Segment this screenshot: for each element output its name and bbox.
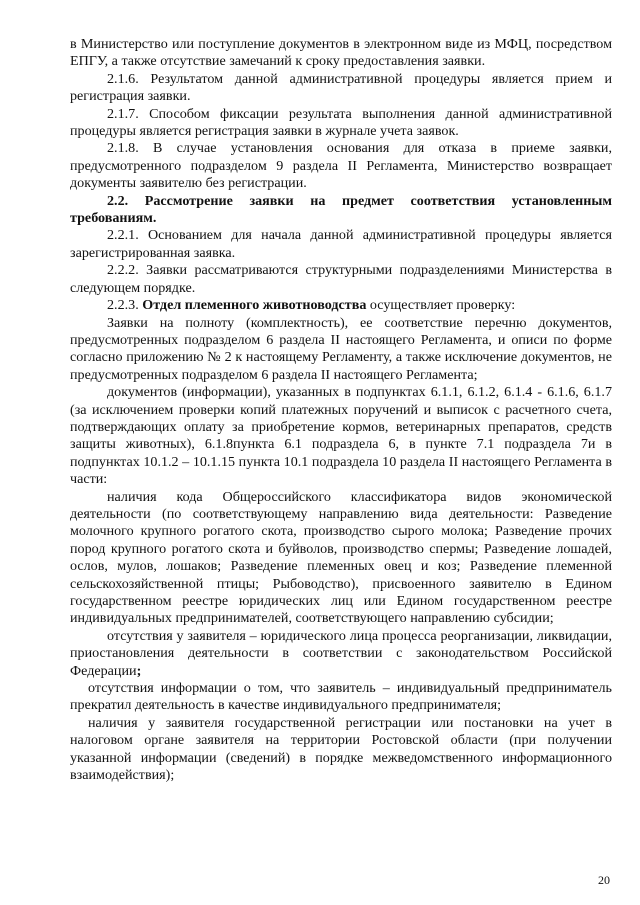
paragraph-reorganization: [70, 628, 612, 680]
paragraph-number: 2.2.3.: [107, 297, 143, 314]
paragraph-punctuation: ;: [136, 662, 142, 679]
paragraph-2-1-7: 2.1.7. Способом фиксации результата выполнения данной административной процедуры является регистрация заявки в журнале учета заявок.: [70, 105, 612, 140]
paragraph-tax-registration: наличия у заявителя государственной регистрации или постановки на учет в налоговом органе заявителя на территории Ростовской области (при получении указанной информации (сведений) в порядке межведомственного информационного взаимодействия);: [70, 714, 612, 784]
page-number: 20: [598, 873, 610, 887]
paragraph-2-2-2: 2.2.2. Заявки рассматриваются структурными подразделениями Министерства в следующем порядке.: [70, 262, 612, 296]
paragraph-okved-code: наличия кода Общероссийского классификатора видов экономической деятельности (по соответствующему направлению вида деятельности: Разведение молочного крупного рогатого скота, производство сырого молока; Разведение прочих пород крупного рогатого скота и буйволов, производство спермы; Разведение лошадей, ослов, мулов, лошаков; Разведение племенных овец и коз; Разведение племенной сельскохозяйственной птицы; Рыбоводство), присвоенного заявителю в Едином государственном реестре юридических лиц или Едином государственном реестре индивидуальных предпринимателей, соответствующего направлению субсидии;: [70, 488, 612, 627]
paragraph-2-1-8: 2.1.8. В случае установления основания для отказа в приеме заявки, предусмотренного подразделом 9 раздела II Регламента, Министерство возвращает документы заявителю без регистрации.: [70, 140, 612, 192]
paragraph-2-2-3: [70, 297, 612, 314]
paragraph-entrepreneur: отсутствия информации о том, что заявитель – индивидуальный предприниматель прекратил деятельность в качестве индивидуального предпринимателя;: [70, 680, 612, 714]
paragraph-documents-check: документов (информации), указанных в подпунктах 6.1.1, 6.1.2, 6.1.4 - 6.1.6, 6.1.7 (за исключением проверки копий платежных поручений и выписок с расчетного счета, подтверждающих оплату за приобретение кормов, ветеринарных препаратов, средств защиты животных), 6.1.8пункта 6.1 подраздела 6, в пункте 7.1 подраздела 7и в подпунктах 10.1.2 – 10.1.15 пункта 10.1 подраздела 10 раздела II настоящего Регламента в части:: [70, 384, 612, 488]
department-name: Отдел племенного животноводства: [142, 297, 367, 314]
paragraph-completeness-check: Заявки на полноту (комплектность), ее соответствие перечню документов, предусмотренных подразделом 6 раздела II настоящего Регламента, и описи по форме согласно приложению № 2 к настоящему Регламенту, а также исключение документов, не предусмотренных подразделом 6 раздела II настоящего Регламента;: [70, 314, 612, 383]
paragraph-text: осуществляет проверку:: [366, 297, 516, 314]
paragraph-text: отсутствия у заявителя – юридического лица процесса реорганизации, ликвидации, приостановления деятельности в соответствии с законодательством Российской Федерации: [70, 627, 612, 679]
paragraph-continuation: в Министерство или поступление документов в электронном виде из МФЦ, посредством ЕПГУ, а также отсутствие замечаний к сроку предоставления заявки.: [70, 36, 612, 70]
paragraph-2-2-1: 2.2.1. Основанием для начала данной административной процедуры является зарегистрированная заявка.: [70, 227, 612, 261]
section-heading-2-2: 2.2. Рассмотрение заявки на предмет соответствия установленным требованиям.: [70, 192, 612, 227]
paragraph-2-1-6: 2.1.6. Результатом данной административной процедуры является прием и регистрация заявки.: [70, 70, 612, 105]
